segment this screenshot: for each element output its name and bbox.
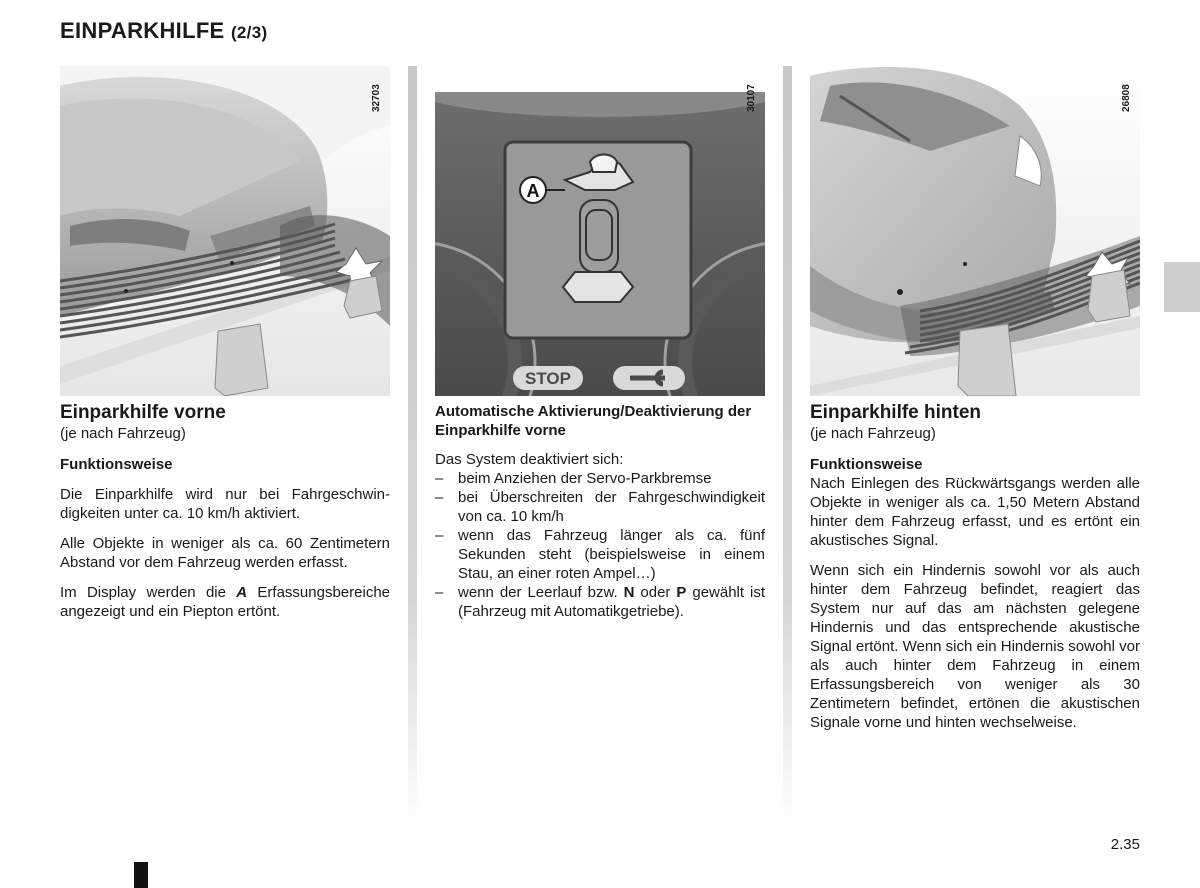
- page-title-suffix: (2/3): [230, 23, 268, 42]
- list-item-post: gewählt ist (Fahrzeug mit Automatikgetriebe).: [458, 584, 766, 620]
- right-subheading: Funktionsweise: [810, 456, 923, 473]
- right-note: (je nach Fahrzeug): [810, 425, 936, 442]
- page-number: 2.35: [1110, 836, 1140, 853]
- right-paragraph-1: Nach Einlegen des Rückwärtsgangs werden alle Objekte in weniger als ca. 1,50 Metern Abstand hinter dem Fahrzeug erfasst, und es ertönt ein akustisches Signal.: [810, 475, 1140, 549]
- left-p3-label: A: [236, 584, 248, 601]
- left-paragraph-2: Alle Objekte in weniger als ca. 60 Zentimetern Abstand vor dem Fahrzeug werden erfasst.: [60, 535, 390, 571]
- left-note: (je nach Fahrzeug): [60, 425, 186, 442]
- gear-n: N: [623, 584, 635, 601]
- left-p3-pre: Im Display werden die: [60, 584, 237, 601]
- left-column: [60, 402, 390, 632]
- left-paragraph-1: Die Einparkhilfe wird nur bei Fahrgeschwindigkeiten unter ca. 10 km/h aktiviert.: [60, 486, 390, 522]
- list-item: – bei Überschreiten der Fahrgeschwindigkeit von ca. 10 km/h: [435, 488, 765, 526]
- figure-number-display: 30107: [746, 84, 757, 112]
- left-paragraph-3: [60, 583, 390, 621]
- parking-display-figure: [435, 92, 765, 396]
- deactivation-list: [435, 469, 765, 621]
- column-divider-right: [783, 66, 792, 826]
- list-item: – beim Anziehen der Servo-Parkbremse: [435, 469, 765, 488]
- page-title-text: EINPARKHILFE: [60, 18, 225, 43]
- right-column: [810, 402, 1140, 743]
- rear-parking-figure: [810, 66, 1140, 396]
- gear-p: P: [676, 584, 687, 601]
- middle-heading: Automatische Aktivierung/Deaktivierung der Einparkhilfe vorne: [435, 403, 752, 439]
- list-item-pre: wenn der Leerlauf bzw.: [458, 584, 624, 601]
- middle-column: [435, 402, 765, 621]
- left-p3-post: Erfassungsbereiche angezeigt und ein Piepton ertönt.: [60, 584, 391, 620]
- label-a: A: [526, 181, 540, 201]
- right-heading: Einparkhilfe hinten: [810, 402, 982, 423]
- middle-intro: Das System deaktiviert sich:: [435, 451, 624, 468]
- left-subheading: Funktionsweise: [60, 456, 173, 473]
- list-item: [435, 583, 765, 621]
- figure-number-front: 32703: [371, 84, 382, 112]
- left-heading: Einparkhilfe vorne: [60, 402, 226, 423]
- right-paragraph-2: Wenn sich ein Hindernis sowohl vor als auch hinter dem Fahrzeug befindet, reagiert das System nur auf das am nächsten gelegene Hindernis und das entsprechende akustische Signal ertönt. Wenn sich ein Hindernis sowohl vor als auch hinter dem Fahrzeug in einem Erfassungsbereich von weniger als 30 Zentimetern befindet, ertönen die akustischen Signale vorne und hinten wechselweise.: [810, 562, 1140, 731]
- figure-number-rear: 26808: [1121, 84, 1132, 112]
- list-item-mid: oder: [634, 584, 677, 601]
- list-item: – wenn das Fahrzeug länger als ca. fünf Sekunden steht (beispielsweise in einem Stau, an einer roten Ampel…): [435, 526, 765, 583]
- section-tab-marker: [1164, 262, 1200, 312]
- footer-bar: [134, 862, 148, 888]
- front-parking-figure: [60, 66, 390, 396]
- page-title: [60, 18, 267, 44]
- stop-indicator: STOP: [525, 369, 571, 388]
- column-divider-left: [408, 66, 417, 826]
